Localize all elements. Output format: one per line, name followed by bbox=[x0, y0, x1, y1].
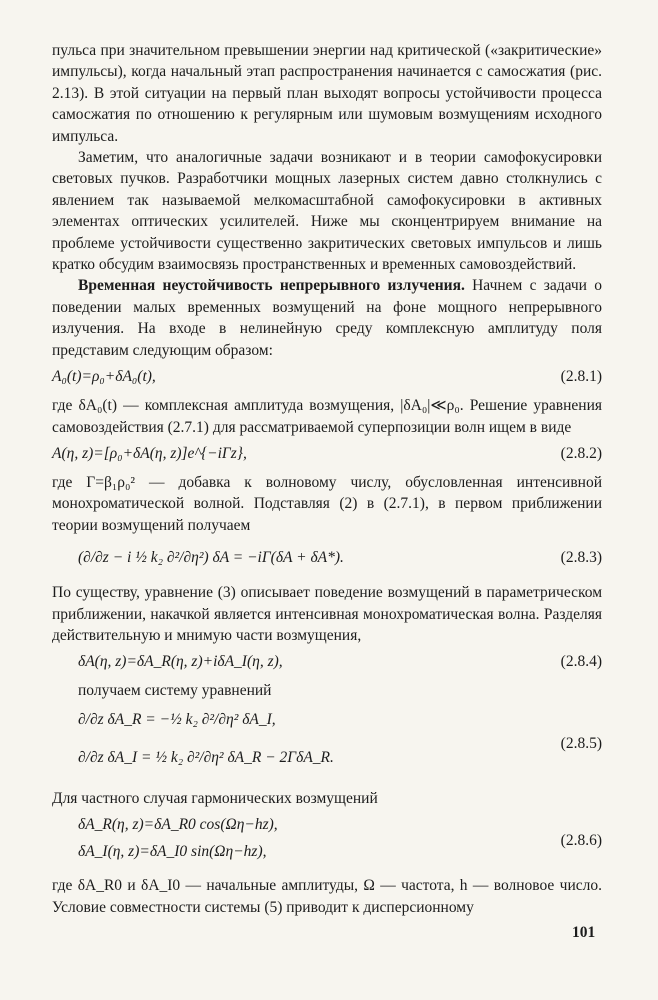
page-body bbox=[52, 40, 602, 918]
equation-body: (∂/∂z − i ½ k₂ ∂²/∂η²) δA = −iΓ(δA + δA*). bbox=[78, 549, 344, 567]
equation-2-8-5 bbox=[52, 707, 602, 781]
equation-body: A₀(t)=ρ₀+δA₀(t), bbox=[52, 368, 156, 386]
equation-2-8-2 bbox=[52, 443, 602, 465]
paragraph-1: пульса при значительном превышении энергии над критической («закритические» импульсы), когда начальный этап распространения начинается с самосжатия (рис. 2.13). В этой ситуации на первый план выходят вопросы устойчивости процесса самосжатия по отношению к регулярным или шумовым возмущениям исходного импульса. bbox=[52, 42, 602, 145]
equation-number: (2.8.1) bbox=[560, 368, 602, 386]
paragraph-7: получаем систему уравнений bbox=[78, 682, 272, 700]
paragraph-5: где Γ=β₁ρ₀² — добавка к волновому числу, обусловленная интенсивной монохроматической волной. Подставляя (2) в (2.7.1), в первом приближении теории возмущений получаем bbox=[52, 473, 602, 534]
section-heading: Временная неустойчивость непрерывного излучения. bbox=[78, 277, 465, 295]
equation-line-1: ∂/∂z δA_R = −½ k₂ ∂²/∂η² δA_I, bbox=[78, 710, 276, 728]
paragraph-9: где δA_R0 и δA_I0 — начальные амплитуды, Ω — частота, h — волновое число. Условие совместности системы (5) приводит к дисперсионному bbox=[52, 877, 602, 916]
equation-2-8-4 bbox=[52, 651, 602, 673]
page-number: 101 bbox=[572, 924, 596, 941]
equation-number: (2.8.4) bbox=[560, 653, 602, 671]
paragraph-6: По существу, уравнение (3) описывает поведение возмущений в параметрическом приближении, накачкой является интенсивная монохроматическая волна. Разделяя действительную и мнимую части возмущения, bbox=[52, 584, 602, 644]
equation-2-8-3 bbox=[52, 541, 602, 575]
paragraph-3-text: Начнем с задачи о поведении малых временных возмущений на фоне мощного непрерывного излучения. На входе в нелинейную среду комплексную амплитуду поля представим следующим образом: bbox=[52, 277, 602, 359]
paragraph-3 bbox=[52, 275, 602, 361]
paragraph-4: где δA₀(t) — комплексная амплитуда возмущения, |δA₀|≪ρ₀. Решение уравнения самовоздействия (2.7.1) для рассматриваемой суперпозиции волн ищем в виде bbox=[52, 397, 602, 436]
equation-number: (2.8.2) bbox=[560, 444, 602, 462]
paragraph-2: Заметим, что аналогичные задачи возникают и в теории самофокусировки световых пучков. Разработчики мощных лазерных систем давно столкнулись с явлением так называемой мелкомасштабной самофокусировки в активных элементах оптических усилителей. Ниже мы сконцентрируем внимание на проблеме устойчивости существенно закритических световых импульсов и лишь кратко обсудим взаимосвязь пространственных и временных самовоздействий. bbox=[52, 149, 602, 274]
equation-body: δA(η, z)=δA_R(η, z)+iδA_I(η, z), bbox=[78, 653, 283, 671]
equation-number: (2.8.6) bbox=[560, 832, 602, 850]
equation-line-1: δA_R(η, z)=δA_R0 cos(Ωη−hz), bbox=[78, 816, 278, 834]
equation-number: (2.8.5) bbox=[560, 734, 602, 752]
equation-number: (2.8.3) bbox=[560, 549, 602, 567]
paragraph-8: Для частного случая гармонических возмущений bbox=[52, 789, 378, 807]
equation-line-2: δA_I(η, z)=δA_I0 sin(Ωη−hz), bbox=[78, 843, 267, 861]
equation-2-8-1 bbox=[52, 366, 602, 388]
equation-line-2: ∂/∂z δA_I = ½ k₂ ∂²/∂η² δA_R − 2ΓδA_R. bbox=[78, 748, 334, 766]
equation-2-8-6 bbox=[52, 814, 602, 868]
equation-body: A(η, z)=[ρ₀+δA(η, z)]e^{−iΓz}, bbox=[52, 444, 247, 462]
